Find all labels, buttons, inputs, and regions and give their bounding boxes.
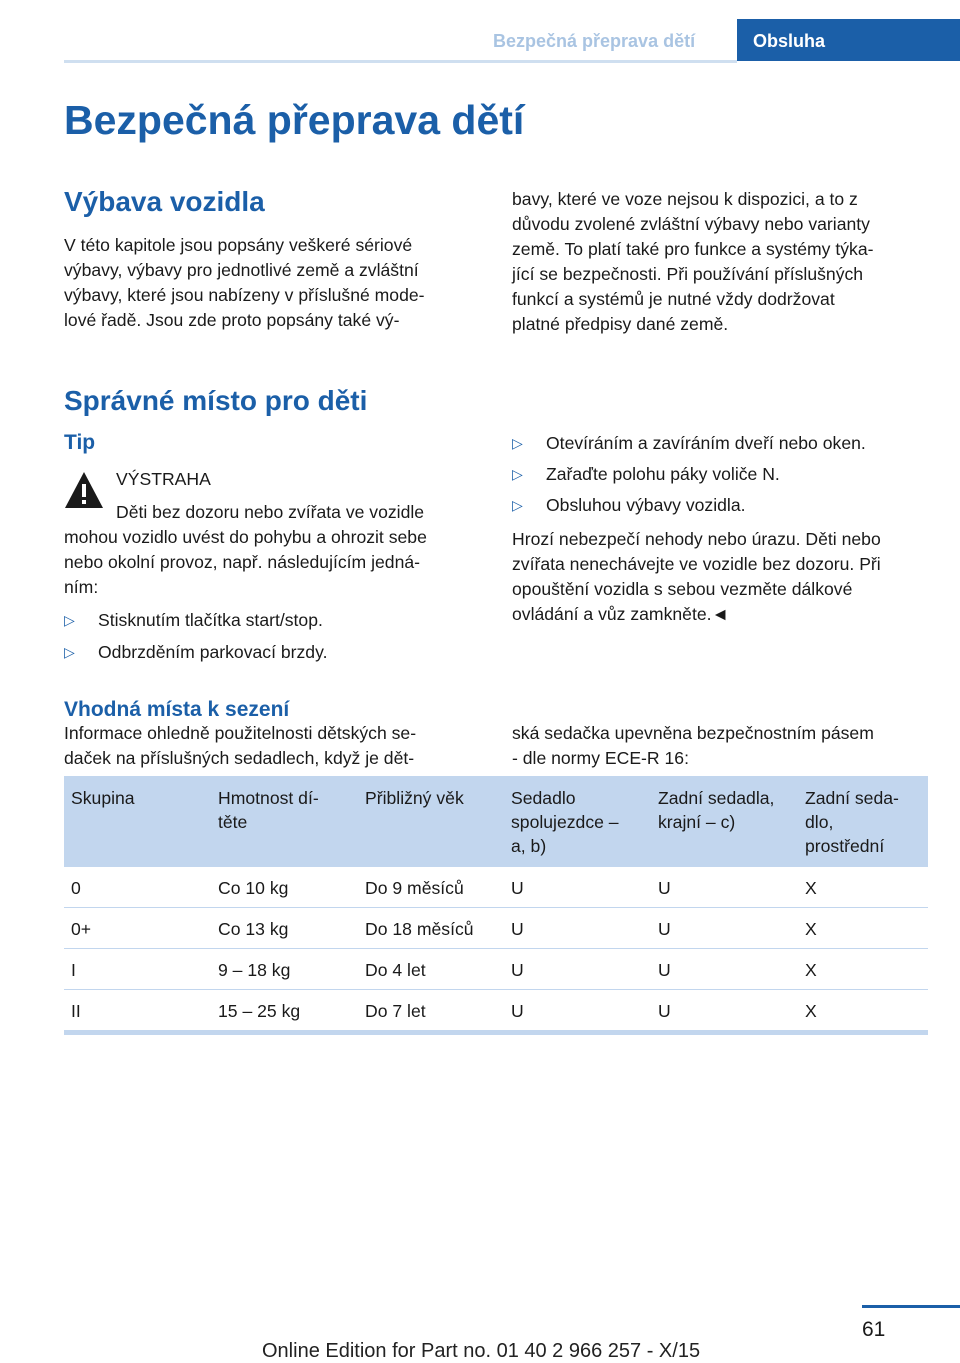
equipment-text-left (64, 233, 425, 333)
table-cell: U (651, 990, 798, 1033)
table-cell: X (798, 949, 928, 990)
table-cell: Do 4 let (358, 949, 504, 990)
footer-edition: Online Edition for Part no. 01 40 2 966 257 - X/15 (262, 1340, 701, 1362)
table-cell: Co 13 kg (211, 908, 358, 949)
running-header-section: Bezpečná přeprava dětí (493, 31, 696, 51)
table-cell: 15 – 25 kg (211, 990, 358, 1033)
table-cell: U (651, 949, 798, 990)
triangle-bullet-icon: ▷ (512, 466, 523, 482)
child-seat-table (64, 776, 928, 1035)
table-cell: Do 18 měsíců (358, 908, 504, 949)
text-line: lové řadě. Jsou zde proto popsány také vý- (64, 310, 400, 330)
table-cell: 9 – 18 kg (211, 949, 358, 990)
header-rule (64, 60, 737, 63)
text-line: V této kapitole jsou popsány veškeré sériové (64, 235, 413, 255)
text-line: - dle normy ECE-R 16: (512, 748, 689, 768)
table-cell: U (504, 990, 651, 1033)
text-line: ovládání a vůz zamkněte.◄ (512, 604, 729, 624)
table-cell: X (798, 867, 928, 908)
column-header: Zadní sedadla, krajní – c) (651, 776, 798, 867)
text-line: mohou vozidlo uvést do pohybu a ohrozit sebe (64, 527, 427, 547)
table-cell: I (64, 949, 211, 990)
text-line: nebo okolní provoz, např. následujícím jedná- (64, 552, 420, 572)
triangle-bullet-icon: ▷ (512, 435, 523, 451)
text-line: ním: (64, 577, 99, 597)
table-cell: U (504, 908, 651, 949)
triangle-bullet-icon: ▷ (512, 497, 523, 513)
column-header: Přibližný věk (358, 776, 504, 867)
triangle-bullet-icon: ▷ (64, 612, 75, 628)
text-line: výbavy, výbavy pro jednotlivé země a zvláštní (64, 260, 419, 280)
table-cell: U (504, 867, 651, 908)
table-cell: Co 10 kg (211, 867, 358, 908)
column-header: Sedadlo spolujezdce – a, b) (504, 776, 651, 867)
text-line: funkcí a systémů je nutné vždy dodržovat (512, 289, 835, 309)
table-cell: X (798, 908, 928, 949)
equipment-text-right (512, 187, 873, 337)
warning-triangle-icon (64, 470, 104, 510)
table-cell: 0 (64, 867, 211, 908)
text-line: platné předpisy dané země. (512, 314, 729, 334)
table-row (64, 867, 928, 908)
seats-heading: Vhodná místa k sezení (64, 698, 290, 721)
warning-text-rest (64, 525, 427, 600)
equipment-heading: Výbava vozidla (64, 186, 265, 217)
text-line: jící se bezpečnosti. Při používání příslušných (512, 264, 864, 284)
running-header-chapter-tab (737, 19, 960, 61)
danger-text (512, 527, 881, 627)
text-line: bavy, které ve voze nejsou k dispozici, a to z (512, 189, 858, 209)
table-cell: II (64, 990, 211, 1033)
chapter-label: Obsluha (753, 31, 826, 51)
table-cell: 0+ (64, 908, 211, 949)
column-header: Skupina (64, 776, 211, 867)
text-line: zvířata nenechávejte ve vozidle bez dozoru. Při (512, 554, 881, 574)
triangle-bullet-icon: ▷ (64, 644, 75, 660)
table-cell: Do 9 měsíců (358, 867, 504, 908)
text-line: výbavy, které jsou nabízeny v příslušné mode- (64, 285, 425, 305)
text-line: Hrozí nebezpečí nehody nebo úrazu. Děti nebo (512, 529, 881, 549)
column-header: Hmotnost dí- těte (211, 776, 358, 867)
table-cell: X (798, 990, 928, 1033)
warning-text-line-1: Děti bez dozoru nebo zvířata ve vozidle (116, 502, 425, 522)
text-line: země. To platí také pro funkce a systémy týka- (512, 239, 874, 259)
table-header-row (64, 776, 928, 867)
table-cell: U (651, 867, 798, 908)
text-line: důvodu zvolené zvláštní výbavy nebo varianty (512, 214, 870, 234)
page-title: Bezpečná přeprava dětí (64, 97, 525, 143)
text-line: ská sedačka upevněna bezpečnostním pásem (512, 723, 874, 743)
page-number-rule (862, 1305, 960, 1308)
table-cell: U (504, 949, 651, 990)
table-row (64, 908, 928, 949)
text-line: daček na příslušných sedadlech, když je dět- (64, 748, 415, 768)
column-header: Zadní seda- dlo, prostřední (798, 776, 928, 867)
warning-label: VÝSTRAHA (116, 469, 211, 489)
table-cell: U (651, 908, 798, 949)
page-number: 61 (862, 1318, 886, 1341)
table-cell: Do 7 let (358, 990, 504, 1033)
text-line: opouštění vozidla s sebou vezměte dálkové (512, 579, 853, 599)
seats-text-left (64, 721, 416, 771)
place-heading: Správné místo pro děti (64, 385, 368, 416)
tip-heading: Tip (64, 431, 96, 454)
table-row (64, 949, 928, 990)
table-row (64, 990, 928, 1033)
text-line: Informace ohledně použitelnosti dětských se- (64, 723, 417, 743)
seats-text-right (512, 721, 874, 771)
